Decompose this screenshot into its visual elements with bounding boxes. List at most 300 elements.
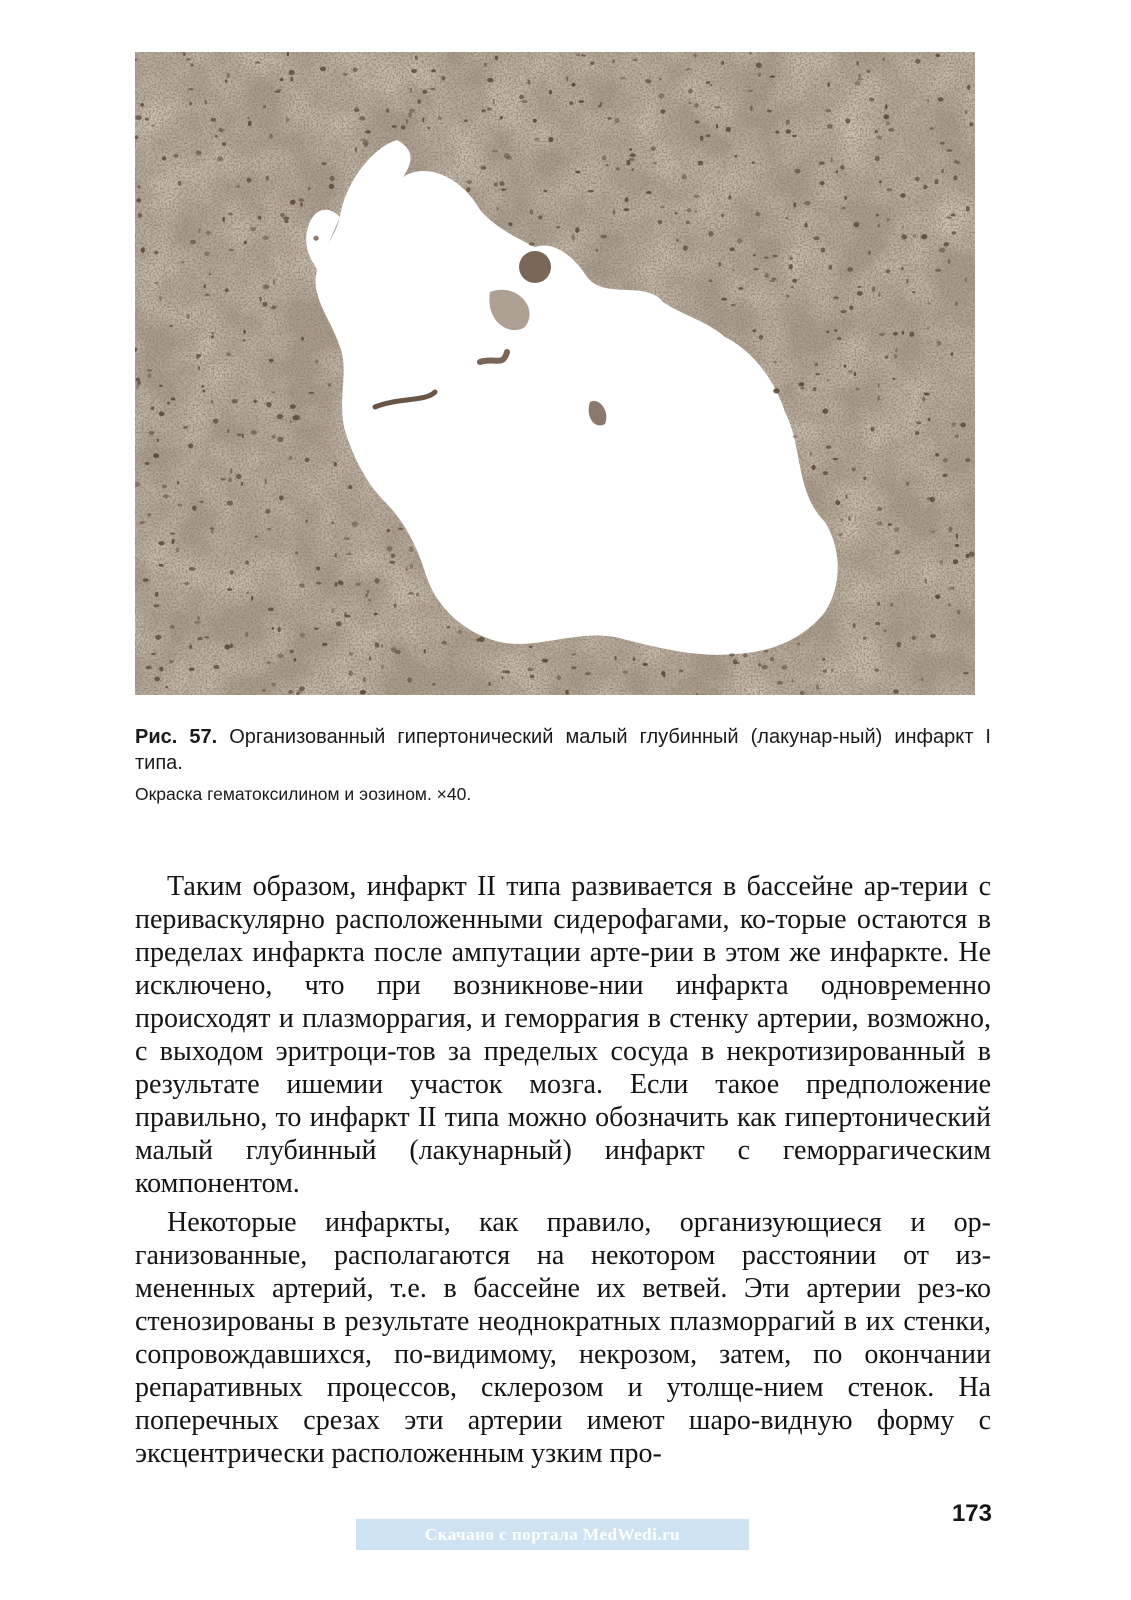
cell-nucleus <box>833 297 839 299</box>
cell-nucleus <box>848 370 853 373</box>
cell-nucleus <box>955 544 960 547</box>
cell-nucleus <box>596 249 599 251</box>
cell-nucleus <box>822 408 828 413</box>
cell-nucleus <box>415 56 418 60</box>
cell-nucleus <box>887 218 890 222</box>
cell-nucleus <box>169 660 173 663</box>
cell-nucleus <box>290 200 295 205</box>
cell-nucleus <box>277 437 283 442</box>
cell-nucleus <box>352 521 358 526</box>
cell-nucleus <box>694 195 700 199</box>
cell-nucleus <box>841 519 844 521</box>
figure-title: Организованный гипертонический малый глубинный (лакунар-ный) инфаркт I типа. <box>135 726 991 774</box>
cell-nucleus <box>258 216 261 220</box>
cell-nucleus <box>291 79 293 81</box>
cell-nucleus <box>427 127 430 129</box>
cell-nucleus <box>688 89 693 93</box>
cell-nucleus <box>571 235 575 241</box>
cell-nucleus <box>733 659 738 664</box>
cell-nucleus <box>391 554 396 558</box>
cell-nucleus <box>230 643 233 648</box>
cell-nucleus <box>714 106 720 108</box>
cell-nucleus <box>695 120 700 123</box>
cell-nucleus <box>556 226 561 228</box>
cell-nucleus <box>374 613 378 616</box>
cell-nucleus <box>773 255 778 257</box>
cell-nucleus <box>826 445 831 449</box>
cell-nucleus <box>910 331 915 337</box>
cell-nucleus <box>251 596 253 601</box>
cell-nucleus <box>499 181 504 186</box>
cell-nucleus <box>251 430 257 435</box>
cell-nucleus <box>822 658 825 662</box>
cell-nucleus <box>810 453 812 456</box>
cell-nucleus <box>500 116 503 119</box>
cell-nucleus <box>194 621 200 624</box>
cell-nucleus <box>247 178 252 183</box>
cell-nucleus <box>348 485 352 489</box>
cell-nucleus <box>484 63 487 67</box>
cell-nucleus <box>266 176 270 181</box>
cell-nucleus <box>334 462 337 467</box>
cell-nucleus <box>607 117 611 119</box>
cell-nucleus <box>653 162 657 165</box>
cell-nucleus <box>222 142 227 146</box>
cell-nucleus <box>243 330 246 334</box>
cell-nucleus <box>935 595 940 600</box>
cell-nucleus <box>878 384 880 388</box>
cell-nucleus <box>838 533 842 536</box>
cell-nucleus <box>759 335 763 340</box>
cell-nucleus <box>225 288 229 292</box>
cell-nucleus <box>943 242 949 246</box>
cell-nucleus <box>755 212 760 217</box>
cell-nucleus <box>205 251 210 256</box>
cell-nucleus <box>295 551 298 554</box>
cell-nucleus <box>306 520 308 523</box>
cell-nucleus <box>344 615 350 618</box>
cell-nucleus <box>948 259 951 264</box>
cell-nucleus <box>786 294 789 299</box>
cell-nucleus <box>893 689 899 694</box>
cell-nucleus <box>430 88 436 90</box>
cell-nucleus <box>328 383 331 387</box>
cell-nucleus <box>688 101 691 104</box>
cell-nucleus <box>186 58 191 61</box>
cell-nucleus <box>467 180 472 184</box>
cell-nucleus <box>229 249 234 251</box>
cell-nucleus <box>265 479 267 485</box>
cell-nucleus <box>901 234 907 239</box>
cell-nucleus <box>878 293 881 297</box>
cell-nucleus <box>495 56 498 61</box>
cell-nucleus <box>197 637 203 640</box>
cell-nucleus <box>698 161 704 166</box>
cell-nucleus <box>189 667 195 671</box>
cell-nucleus <box>155 677 160 682</box>
cell-nucleus <box>330 176 335 181</box>
cell-nucleus <box>273 279 276 285</box>
cell-nucleus <box>265 509 270 514</box>
cell-nucleus <box>924 393 930 396</box>
cell-nucleus <box>869 98 874 102</box>
cell-nucleus <box>255 535 258 538</box>
cell-nucleus <box>581 55 587 57</box>
cell-nucleus <box>213 665 219 669</box>
cell-nucleus <box>606 164 609 167</box>
cell-nucleus <box>687 209 692 212</box>
cell-nucleus <box>263 284 269 289</box>
cell-nucleus <box>902 226 904 228</box>
cell-nucleus <box>347 553 352 555</box>
cell-nucleus <box>600 102 602 106</box>
cell-nucleus <box>227 72 230 78</box>
cell-nucleus <box>948 526 952 532</box>
cell-nucleus <box>764 257 769 259</box>
cell-nucleus <box>271 435 276 439</box>
cell-nucleus <box>196 151 202 156</box>
cell-nucleus <box>422 117 424 122</box>
cell-nucleus <box>841 207 846 210</box>
cell-nucleus <box>250 227 256 232</box>
cell-nucleus <box>886 269 890 273</box>
cell-nucleus <box>527 668 533 672</box>
cell-nucleus <box>871 427 875 432</box>
cell-nucleus <box>658 220 662 224</box>
cell-nucleus <box>529 242 535 245</box>
cell-nucleus <box>963 672 969 674</box>
cell-nucleus <box>289 690 293 694</box>
cell-nucleus <box>888 128 894 132</box>
caption-title-line <box>135 724 991 776</box>
cell-nucleus <box>815 373 820 375</box>
cell-nucleus <box>365 594 367 598</box>
cell-nucleus <box>262 302 267 307</box>
cell-nucleus <box>856 61 858 65</box>
cell-nucleus <box>660 206 664 208</box>
body-text <box>135 870 991 1476</box>
cell-nucleus <box>277 89 282 91</box>
cell-nucleus <box>965 109 967 114</box>
cell-nucleus <box>313 236 318 241</box>
cell-nucleus <box>571 666 577 669</box>
cell-nucleus <box>738 287 743 290</box>
cell-nucleus <box>343 73 348 76</box>
cell-nucleus <box>785 217 788 219</box>
cell-nucleus <box>851 468 856 472</box>
cell-nucleus <box>849 306 853 310</box>
cell-nucleus <box>267 528 271 530</box>
cell-nucleus <box>394 603 397 608</box>
cell-nucleus <box>224 644 230 649</box>
cell-nucleus <box>300 202 303 207</box>
cell-nucleus <box>795 169 801 174</box>
cell-nucleus <box>348 671 353 676</box>
cell-nucleus <box>753 268 758 271</box>
cell-nucleus <box>283 217 289 220</box>
page-number: 173 <box>951 1500 992 1527</box>
figure-label: Рис. 57. <box>135 726 218 748</box>
cell-nucleus <box>321 162 326 165</box>
cell-nucleus <box>197 616 200 621</box>
cell-nucleus <box>280 78 284 81</box>
cell-nucleus <box>332 608 335 613</box>
cell-nucleus <box>386 109 390 113</box>
cell-nucleus <box>623 208 629 211</box>
paragraph: Некоторые инфаркты, как правило, организующиеся и ор-ганизованные, располагаются на некотором расстоянии от из-мененных артерий, т.е. в бассейне их ветвей. Эти артерии рез-ко стенозированы в результате неоднократных плазморрагий в их стенки, сопровождавшихся, по-видимому, некрозом, затем, по окончании репаративных процессов, склерозом и утолще-нием стенок. На поперечных срезах эти артерии имеют шаро-видную форму с эксцентрически расположенным узким про- <box>135 1207 991 1469</box>
cell-nucleus <box>466 187 470 192</box>
cell-nucleus <box>812 465 816 471</box>
cell-nucleus <box>900 193 906 197</box>
cell-nucleus <box>522 100 528 103</box>
cell-nucleus <box>890 603 893 607</box>
cell-nucleus <box>529 646 532 648</box>
cell-nucleus <box>138 185 141 188</box>
cell-nucleus <box>886 121 890 125</box>
cell-nucleus <box>205 294 210 296</box>
cell-nucleus <box>829 265 833 270</box>
cell-nucleus <box>447 626 450 629</box>
cell-nucleus <box>951 214 956 217</box>
micrograph-image <box>135 52 975 695</box>
cell-nucleus <box>148 373 151 378</box>
cell-nucleus <box>157 438 159 442</box>
cell-nucleus <box>458 630 462 634</box>
cell-nucleus <box>165 686 167 689</box>
cell-nucleus <box>344 537 350 540</box>
cell-nucleus <box>620 77 626 80</box>
cell-nucleus <box>363 677 367 682</box>
cell-nucleus <box>858 74 861 78</box>
cell-nucleus <box>930 127 934 130</box>
cell-nucleus <box>575 171 581 174</box>
cell-nucleus <box>816 684 819 690</box>
cell-nucleus <box>863 477 866 480</box>
cell-nucleus <box>476 638 481 642</box>
cell-nucleus <box>953 559 958 564</box>
cell-nucleus <box>245 632 248 637</box>
cell-nucleus <box>272 391 276 393</box>
cell-nucleus <box>782 665 788 669</box>
cell-nucleus <box>728 195 731 199</box>
cell-nucleus <box>579 100 585 104</box>
figure-stain-note: Окраска гематоксилином и эозином. ×40. <box>135 784 472 804</box>
cell-nucleus <box>928 418 931 421</box>
cell-nucleus <box>170 625 175 629</box>
cell-nucleus <box>269 134 273 139</box>
cell-nucleus <box>145 462 150 465</box>
cell-nucleus <box>548 137 553 142</box>
cell-nucleus <box>602 156 606 161</box>
cell-nucleus <box>853 623 856 628</box>
cell-nucleus <box>181 261 184 263</box>
cell-nucleus <box>967 85 970 90</box>
cell-nucleus <box>204 284 206 288</box>
cell-nucleus <box>854 222 860 227</box>
cell-nucleus <box>710 84 712 86</box>
cell-nucleus <box>331 521 334 524</box>
cell-nucleus <box>793 436 798 438</box>
cell-nucleus <box>481 109 486 112</box>
cell-nucleus <box>615 118 620 124</box>
cell-nucleus <box>506 156 512 160</box>
cell-nucleus <box>538 215 542 219</box>
cell-nucleus <box>300 633 305 637</box>
cell-nucleus <box>892 378 895 380</box>
cell-nucleus <box>423 90 428 94</box>
cell-nucleus <box>162 156 166 160</box>
cell-nucleus <box>726 127 731 132</box>
cell-nucleus <box>565 690 569 695</box>
cell-nucleus <box>798 382 804 386</box>
cell-nucleus <box>481 166 487 170</box>
cell-nucleus <box>845 118 850 123</box>
cell-nucleus <box>294 415 300 420</box>
cell-nucleus <box>237 433 242 436</box>
cell-nucleus <box>857 291 863 296</box>
cell-nucleus <box>487 107 491 111</box>
cell-nucleus <box>244 241 247 245</box>
cell-nucleus <box>874 668 879 671</box>
cell-nucleus <box>632 657 635 661</box>
cell-nucleus <box>877 135 883 139</box>
cell-nucleus <box>493 99 495 104</box>
cell-nucleus <box>676 239 679 242</box>
cell-nucleus <box>659 78 662 80</box>
cell-nucleus <box>501 189 507 191</box>
cell-nucleus <box>613 210 616 215</box>
cell-nucleus <box>441 641 447 645</box>
cell-nucleus <box>211 400 214 404</box>
cell-nucleus <box>272 305 276 310</box>
cell-nucleus <box>935 453 939 457</box>
cell-nucleus <box>206 230 211 235</box>
cell-nucleus <box>354 107 359 112</box>
cell-nucleus <box>969 122 973 126</box>
cell-nucleus <box>407 677 412 682</box>
cell-nucleus <box>770 657 774 662</box>
cell-nucleus <box>875 156 880 161</box>
cell-nucleus <box>789 264 793 270</box>
cell-nucleus <box>792 279 797 283</box>
cell-nucleus <box>835 500 840 505</box>
cell-nucleus <box>946 217 952 219</box>
cell-nucleus <box>363 140 369 145</box>
cell-nucleus <box>294 658 297 661</box>
cell-nucleus <box>922 396 925 401</box>
cell-nucleus <box>773 388 779 393</box>
cell-nucleus <box>863 637 867 640</box>
cell-nucleus <box>557 675 561 680</box>
cell-nucleus <box>277 414 283 419</box>
cell-nucleus <box>956 534 958 539</box>
cell-nucleus <box>789 257 793 260</box>
cell-nucleus <box>936 54 941 58</box>
cell-nucleus <box>227 501 233 506</box>
cell-nucleus <box>348 652 353 655</box>
cell-nucleus <box>272 627 275 630</box>
cell-nucleus <box>329 184 334 189</box>
cell-nucleus <box>263 236 269 240</box>
cell-nucleus <box>188 443 193 448</box>
cell-nucleus <box>401 125 406 129</box>
cell-nucleus <box>135 115 141 120</box>
cell-nucleus <box>278 627 281 632</box>
cell-nucleus <box>136 198 141 202</box>
cell-nucleus <box>770 75 776 77</box>
cell-nucleus <box>242 339 245 341</box>
cell-nucleus <box>930 634 936 638</box>
cell-nucleus <box>149 431 155 435</box>
cell-nucleus <box>184 582 189 585</box>
cell-nucleus <box>877 602 880 606</box>
cell-nucleus <box>626 160 630 166</box>
cell-nucleus <box>519 95 524 99</box>
cell-nucleus <box>381 665 384 669</box>
cell-nucleus <box>169 325 173 327</box>
cell-nucleus <box>786 119 790 125</box>
cell-nucleus <box>248 121 252 126</box>
cell-nucleus <box>629 158 634 161</box>
cell-nucleus <box>885 104 888 109</box>
cell-nucleus <box>301 337 304 341</box>
cell-nucleus <box>733 269 735 271</box>
cell-nucleus <box>135 482 140 487</box>
cell-nucleus <box>769 280 775 283</box>
cell-nucleus <box>872 287 876 292</box>
cell-nucleus <box>441 76 445 81</box>
cell-nucleus <box>502 670 506 673</box>
cell-nucleus <box>753 329 757 332</box>
cell-nucleus <box>355 147 357 151</box>
cell-nucleus <box>743 653 747 657</box>
cell-nucleus <box>966 206 970 211</box>
cell-nucleus <box>915 59 921 64</box>
cell-nucleus <box>368 599 372 601</box>
cell-nucleus <box>290 420 292 423</box>
cell-nucleus <box>213 419 219 424</box>
cell-nucleus <box>154 251 159 255</box>
cell-nucleus <box>389 561 395 564</box>
cell-nucleus <box>719 262 722 267</box>
cell-nucleus <box>632 168 634 171</box>
cell-nucleus <box>623 671 629 674</box>
cell-nucleus <box>409 109 415 113</box>
cell-nucleus <box>226 353 231 356</box>
cell-nucleus <box>575 227 579 232</box>
cell-nucleus <box>823 669 827 672</box>
cell-nucleus <box>335 582 338 587</box>
cell-nucleus <box>289 650 293 654</box>
cell-nucleus <box>246 592 249 594</box>
cell-nucleus <box>219 128 224 132</box>
cell-nucleus <box>706 81 710 84</box>
cell-nucleus <box>616 167 620 170</box>
cell-nucleus <box>215 135 218 137</box>
cell-nucleus <box>280 213 285 217</box>
cell-nucleus <box>629 148 632 151</box>
micrograph-photo <box>135 52 975 695</box>
cell-nucleus <box>660 109 665 113</box>
cell-nucleus <box>791 286 794 288</box>
cell-nucleus <box>916 422 921 424</box>
cell-nucleus <box>355 583 361 586</box>
cell-nucleus <box>308 187 311 191</box>
cell-nucleus <box>431 69 435 72</box>
cell-nucleus <box>160 296 162 301</box>
cell-nucleus <box>792 679 794 682</box>
cell-nucleus <box>576 53 580 56</box>
